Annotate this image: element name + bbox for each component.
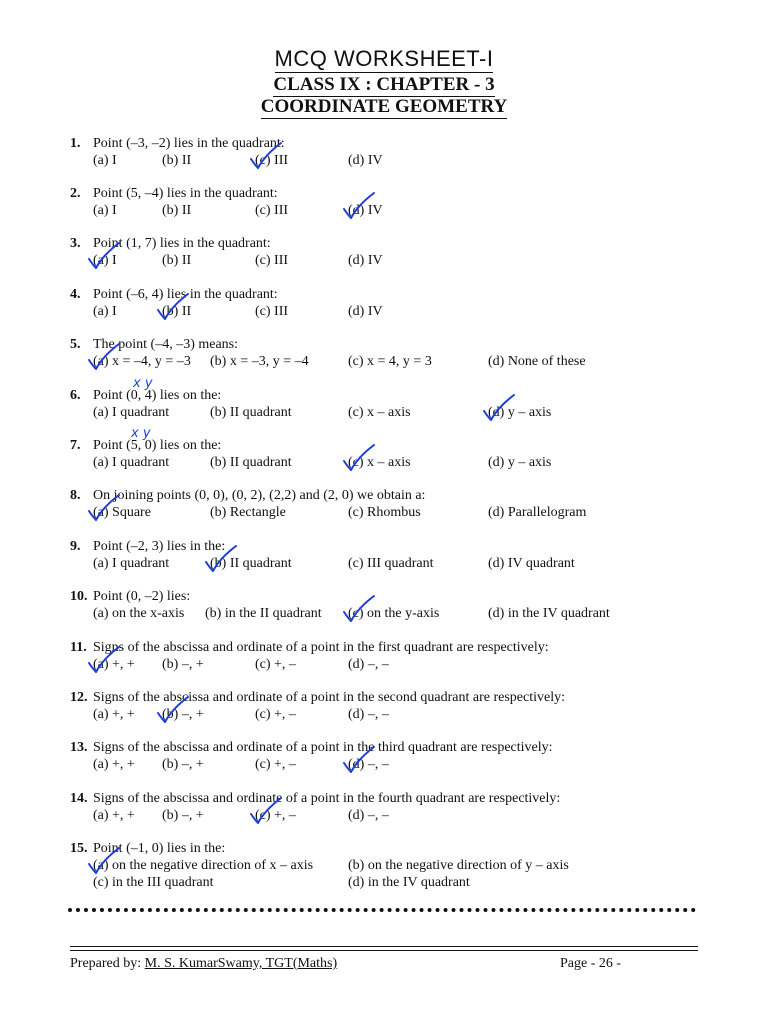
footer-credit: Prepared by: M. S. KumarSwamy, TGT(Maths) [70, 956, 338, 971]
option-a[interactable]: (a) x = –4, y = –3 [93, 354, 191, 369]
option-a[interactable]: (a) I [93, 304, 117, 319]
page-number: Page - 26 - [560, 956, 622, 971]
option-a[interactable]: (a) I quadrant [93, 556, 170, 571]
option-d[interactable]: (d) IV [348, 304, 383, 319]
option-c[interactable]: (c) +, – [255, 757, 296, 772]
option-c[interactable]: (c) +, – [255, 657, 296, 672]
option-a[interactable]: (a) I [93, 253, 117, 268]
option-c[interactable]: (c) in the III quadrant [93, 875, 214, 890]
question-number: 6. [70, 388, 81, 403]
option-c[interactable]: (c) x – axis [348, 405, 411, 420]
question-number: 2. [70, 186, 81, 201]
question-text: Point (1, 7) lies in the quadrant: [93, 236, 271, 251]
option-c[interactable]: (c) III quadrant [348, 556, 434, 571]
option-d[interactable]: (d) y – axis [488, 455, 552, 470]
question-number: 15. [70, 841, 88, 856]
question-number: 12. [70, 690, 88, 705]
option-b[interactable]: (b) Rectangle [210, 505, 286, 520]
footer-rule [70, 946, 698, 947]
option-a[interactable]: (a) I [93, 153, 117, 168]
question-text: Point (5, –4) lies in the quadrant: [93, 186, 278, 201]
option-a[interactable]: (a) I quadrant [93, 405, 170, 420]
question-text: On joining points (0, 0), (0, 2), (2,2) and (2, 0) we obtain a: [93, 488, 426, 503]
question-number: 3. [70, 236, 81, 251]
option-a[interactable]: (a) on the x-axis [93, 606, 185, 621]
option-a[interactable]: (a) +, + [93, 808, 135, 823]
option-a[interactable]: (a) +, + [93, 757, 135, 772]
chapter-heading: COORDINATE GEOMETRY [260, 96, 508, 117]
option-b[interactable]: (b) –, + [162, 757, 204, 772]
question-text: Point (–3, –2) lies in the quadrant: [93, 136, 285, 151]
question-number: 1. [70, 136, 81, 151]
option-b[interactable]: (b) –, + [162, 808, 204, 823]
question-text: Point (–2, 3) lies in the: [93, 539, 226, 554]
question-number: 7. [70, 438, 81, 453]
option-d[interactable]: (d) IV [348, 153, 383, 168]
option-d[interactable]: (d) –, – [348, 707, 389, 722]
question-number: 10. [70, 589, 88, 604]
option-c[interactable]: (c) x – axis [348, 455, 411, 470]
option-c[interactable]: (c) on the y-axis [348, 606, 440, 621]
option-a[interactable]: (a) on the negative direction of x – axis [93, 858, 314, 873]
question-number: 8. [70, 488, 81, 503]
option-a[interactable]: (a) I quadrant [93, 455, 170, 470]
question-text: Point (–1, 0) lies in the: [93, 841, 226, 856]
option-a[interactable]: (a) I [93, 203, 117, 218]
worksheet-title: MCQ WORKSHEET-I [274, 46, 494, 71]
option-d[interactable]: (d) Parallelogram [488, 505, 587, 520]
option-d[interactable]: (d) IV [348, 203, 383, 218]
option-d[interactable]: (d) –, – [348, 757, 389, 772]
question-number: 9. [70, 539, 81, 554]
question-text: Signs of the abscissa and ordinate of a point in the fourth quadrant are respectively: [93, 791, 561, 806]
question-text: Signs of the abscissa and ordinate of a point in the third quadrant are respectively: [93, 740, 553, 755]
option-c[interactable]: (c) +, – [255, 707, 296, 722]
option-d[interactable]: (d) –, – [348, 657, 389, 672]
option-b[interactable]: (b) II [162, 253, 192, 268]
option-c[interactable]: (c) III [255, 203, 289, 218]
class-heading: CLASS IX : CHAPTER - 3 [273, 74, 495, 95]
option-b[interactable]: (b) II quadrant [210, 405, 292, 420]
option-d[interactable]: (d) y – axis [488, 405, 552, 420]
question-number: 11. [70, 640, 87, 655]
question-number: 4. [70, 287, 81, 302]
handnote-q6: x y [133, 376, 153, 391]
footer-rule [70, 950, 698, 951]
question-text: Signs of the abscissa and ordinate of a point in the second quadrant are respectively: [93, 690, 565, 705]
option-d[interactable]: (d) –, – [348, 808, 389, 823]
option-c[interactable]: (c) x = 4, y = 3 [348, 354, 432, 369]
question-text: The point (–4, –3) means: [93, 337, 239, 352]
question-number: 5. [70, 337, 81, 352]
option-b[interactable]: (b) II [162, 304, 192, 319]
option-b[interactable]: (b) –, + [162, 657, 204, 672]
question-number: 13. [70, 740, 88, 755]
option-a[interactable]: (a) +, + [93, 657, 135, 672]
option-d[interactable]: (d) in the IV quadrant [348, 875, 470, 890]
option-c[interactable]: (c) +, – [255, 808, 296, 823]
question-number: 14. [70, 791, 88, 806]
option-c[interactable]: (c) III [255, 304, 289, 319]
option-a[interactable]: (a) Square [93, 505, 151, 520]
option-b[interactable]: (b) on the negative direction of y – axis [348, 858, 569, 873]
option-d[interactable]: (d) in the IV quadrant [488, 606, 610, 621]
option-b[interactable]: (b) in the II quadrant [205, 606, 322, 621]
option-b[interactable]: (b) II quadrant [210, 556, 292, 571]
option-d[interactable]: (d) IV [348, 253, 383, 268]
question-text: Point (0, –2) lies: [93, 589, 191, 604]
option-c[interactable]: (c) III [255, 153, 289, 168]
option-d[interactable]: (d) IV quadrant [488, 556, 575, 571]
question-text: Signs of the abscissa and ordinate of a point in the first quadrant are respectively: [93, 640, 549, 655]
option-c[interactable]: (c) Rhombus [348, 505, 421, 520]
option-c[interactable]: (c) III [255, 253, 289, 268]
dotted-divider [68, 908, 696, 912]
option-b[interactable]: (b) II quadrant [210, 455, 292, 470]
question-text: Point (–6, 4) lies in the quadrant: [93, 287, 278, 302]
option-b[interactable]: (b) II [162, 153, 192, 168]
author-name: M. S. KumarSwamy, TGT(Maths) [144, 956, 338, 971]
option-d[interactable]: (d) None of these [488, 354, 586, 369]
option-b[interactable]: (b) II [162, 203, 192, 218]
option-b[interactable]: (b) x = –3, y = –4 [210, 354, 309, 369]
option-a[interactable]: (a) +, + [93, 707, 135, 722]
handnote-q7: x y [131, 426, 151, 441]
question-text: Point (0, 4) lies on the: [93, 388, 222, 403]
option-b[interactable]: (b) –, + [162, 707, 204, 722]
question-text: Point (5, 0) lies on the: [93, 438, 222, 453]
